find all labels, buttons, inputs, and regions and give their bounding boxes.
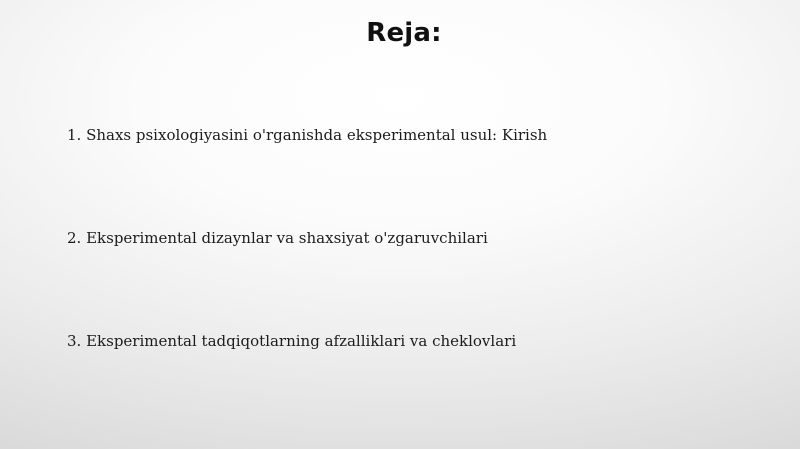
plan-item-1: 1. Shaxs psixologiyasini o'rganishda eksperimental usul: Kirish bbox=[67, 126, 548, 144]
plan-item-2: 2. Eksperimental dizaynlar va shaxsiyat o'zgaruvchilari bbox=[67, 229, 488, 247]
slide-title: Reja: bbox=[366, 18, 442, 48]
plan-item-3: 3. Eksperimental tadqiqotlarning afzalliklari va cheklovlari bbox=[67, 332, 517, 350]
